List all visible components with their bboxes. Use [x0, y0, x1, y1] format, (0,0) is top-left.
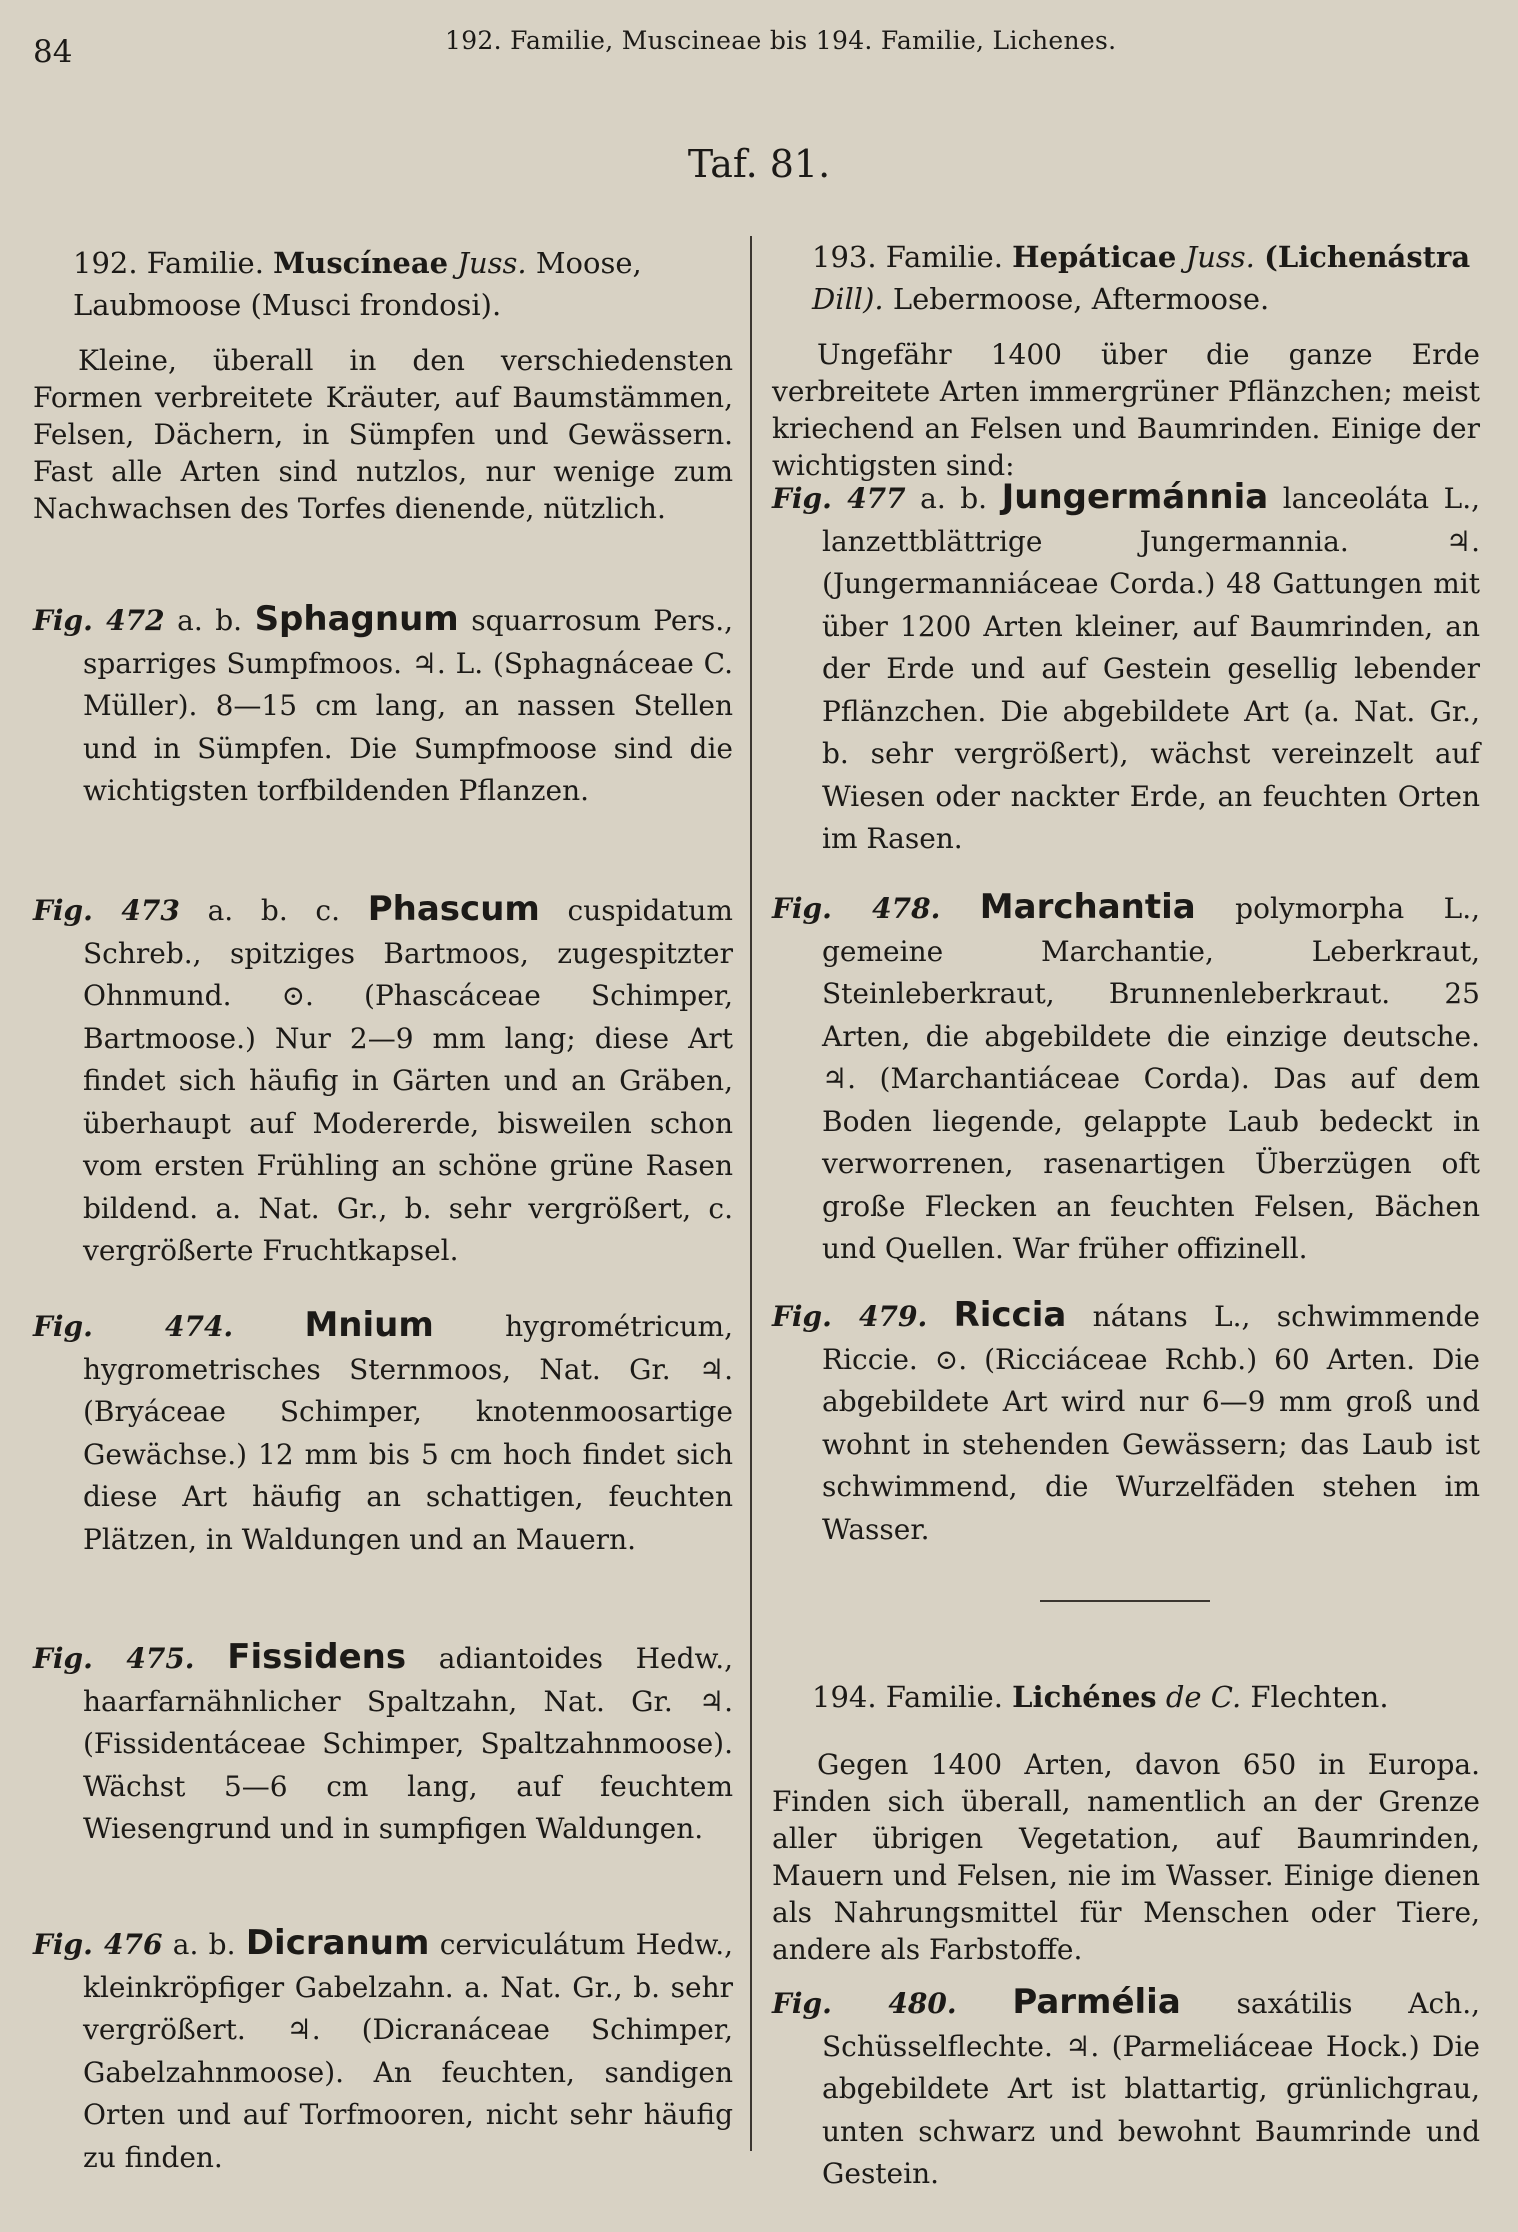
figure-parts: a. b. [920, 482, 988, 515]
family-193-intro: Ungefähr 1400 über die ganze Erde verbreitete Arten immergrüner Pflänzchen; meist kriechend an Felsen und Baumrinden. Einige der wichtigsten sind: [772, 338, 1480, 482]
genus-name: Phascum [367, 889, 540, 929]
family-number: 193. Familie. [812, 240, 1003, 274]
figure-parts: a. b. [172, 1928, 236, 1961]
family-author: de C. [1165, 1680, 1242, 1714]
genus-name: Fissidens [227, 1637, 407, 1677]
genus-name: Mnium [304, 1305, 434, 1345]
genus-name: Riccia [953, 1295, 1067, 1335]
plate-title: Taf. 81. [687, 142, 831, 186]
page-number: 84 [33, 34, 73, 70]
entry-description: hygrométricum, hygrometrisches Sternmoos, Nat. Gr. ♃. (Bryáceae Schimper, knotenmoosartige Gewächse.) 12 mm bis 5 cm hoch findet sich diese Art häufig an schattigen, feuchten Plätzen, in Waldungen und an Mauern. [83, 1310, 733, 1556]
figure-number: Fig. 475. [33, 1642, 195, 1675]
column-divider [750, 236, 752, 2151]
family-name: Lichénes [1012, 1680, 1157, 1714]
synonym-author: Dill). [812, 282, 884, 316]
entry-fig-475 [33, 1636, 733, 1851]
entry-fig-480 [772, 1981, 1480, 2196]
figure-number: Fig. 478. [772, 892, 941, 925]
family-192-intro: Kleine, überall in den verschiedensten Formen verbreitete Kräuter, auf Baumstämmen, Felsen, Dächern, in Sümpfen und Gewässern. Fast alle Arten sind nutzlos, nur wenige zum Nachwachsen des Torfes dienende, nützlich. [33, 344, 733, 525]
family-194-heading [772, 1676, 1480, 1718]
figure-number: Fig. 479. [772, 1300, 928, 1333]
figure-parts: a. b. c. [207, 894, 341, 927]
entry-description: squarrosum Pers., sparriges Sumpfmoos. ♃. L. (Sphagnáceae C. Müller). 8—15 cm lang, an nassen Stellen und in Sümpfen. Die Sumpfmoose sind die wichtigsten torfbildenden Pflanzen. [83, 604, 734, 807]
left-column [33, 236, 734, 2174]
running-head: 192. Familie, Muscineae bis 194. Familie, Lichenes. [445, 26, 1117, 55]
entry-fig-478 [772, 886, 1480, 1271]
family-name: Hepáticae [1012, 240, 1177, 274]
entry-fig-473 [33, 888, 733, 1273]
entry-description: nátans L., schwimmende Riccie. ⊙. (Ricciáceae Rchb.) 60 Arten. Die abgebildete Art wird nur 6—9 mm groß und wohnt in stehenden Gewässern; das Laub ist schwimmend, die Wurzelfäden stehen im Wasser. [822, 1300, 1480, 1546]
family-193-heading [772, 236, 1480, 320]
genus-name: Parmélia [1012, 1982, 1181, 2022]
family-common-name: Moose, Laubmoose (Musci frondosi). [73, 246, 642, 322]
entry-fig-479 [772, 1294, 1480, 1551]
figure-number: Fig. 473 [33, 894, 180, 927]
family-common-name: Lebermoose, Aftermoose. [892, 282, 1270, 316]
entry-fig-477 [772, 476, 1480, 861]
family-number: 194. Familie. [812, 1680, 1003, 1714]
right-column [772, 236, 1480, 2190]
family-author: Juss. [457, 246, 527, 280]
entry-description: polymorpha L., gemeine Marchantie, Leberkraut, Steinleberkraut, Brunnenleberkraut. 25 Arten, die abgebildete die einzige deutsche. ♃. (Marchantiáceae Corda). Das auf dem Boden liegende, gelappte Laub bedeckt in verworrenen, rasenartigen Überzügen oft große Flecken an feuchten Felsen, Bächen und Quellen. War früher offizinell. [822, 892, 1480, 1265]
family-synonym: (Lichenástra [1264, 240, 1471, 274]
figure-number: Fig. 476 [33, 1928, 163, 1961]
figure-number: Fig. 480. [772, 1987, 957, 2020]
entry-description: saxátilis Ach., Schüsselflechte. ♃. (Parmeliáceae Hock.) Die abgebildete Art ist blattartig, grünlichgrau, unten schwarz und bewohnt Baumrinde und Gestein. [822, 1987, 1480, 2190]
genus-name: Marchantia [979, 887, 1196, 927]
entry-fig-474 [33, 1304, 733, 1561]
family-author: Juss. [1185, 240, 1255, 274]
entry-fig-472 [33, 598, 733, 813]
genus-name: Jungermánnia [1001, 477, 1269, 517]
figure-parts: a. b. [177, 604, 243, 637]
figure-number: Fig. 477 [772, 482, 906, 515]
figure-number: Fig. 472 [33, 604, 165, 637]
entry-description: cerviculátum Hedw., kleinkröpfiger Gabelzahn. a. Nat. Gr., b. sehr vergrößert. ♃. (Dicranáceae Schimper, Gabelzahnmoose). An feuchten, sandigen Orten und auf Torfmooren, nicht sehr häufig zu finden. [83, 1928, 733, 2174]
family-194-intro: Gegen 1400 Arten, davon 650 in Europa. Finden sich überall, namentlich an der Grenze aller übrigen Vegetation, auf Baumrinden, Mauern und Felsen, nie im Wasser. Einige dienen als Nahrungsmittel für Menschen oder Tiere, andere als Farbstoffe. [772, 1748, 1480, 1966]
entry-description: cuspidatum Schreb., spitziges Bartmoos, zugespitzter Ohnmund. ⊙. (Phascáceae Schimper, Bartmoose.) Nur 2—9 mm lang; diese Art findet sich häufig in Gärten und an Gräben, überhaupt auf Modererde, bisweilen schon vom ersten Frühling an schöne grüne Rasen bildend. a. Nat. Gr., b. sehr vergrößert, c. vergrößerte Fruchtkapsel. [83, 894, 733, 1267]
figure-number: Fig. 474. [33, 1310, 234, 1343]
entry-description: adiantoides Hedw., haarfarnähnlicher Spaltzahn, Nat. Gr. ♃. (Fissidentáceae Schimper, Spaltzahnmoose). Wächst 5—6 cm lang, auf feuchtem Wiesengrund und in sumpfigen Waldungen. [83, 1642, 733, 1845]
genus-name: Sphagnum [254, 599, 459, 639]
section-separator [1040, 1600, 1210, 1602]
family-number: 192. Familie. [73, 246, 264, 280]
family-common-name: Flechten. [1250, 1680, 1389, 1714]
genus-name: Dicranum [245, 1923, 430, 1963]
entry-description: lanceoláta L., lanzettblättrige Jungermannia. ♃. (Jungermanniáceae Corda.) 48 Gattungen mit über 1200 Arten kleiner, auf Baumrinden, an der Erde und auf Gestein gesellig lebender Pflänzchen. Die abgebildete Art (a. Nat. Gr., b. sehr vergrößert), wächst vereinzelt auf Wiesen oder nackter Erde, an feuchten Orten im Rasen. [822, 482, 1480, 855]
entry-fig-476 [33, 1922, 733, 2179]
family-192-heading [33, 242, 733, 326]
family-name: Muscíneae [273, 246, 449, 280]
